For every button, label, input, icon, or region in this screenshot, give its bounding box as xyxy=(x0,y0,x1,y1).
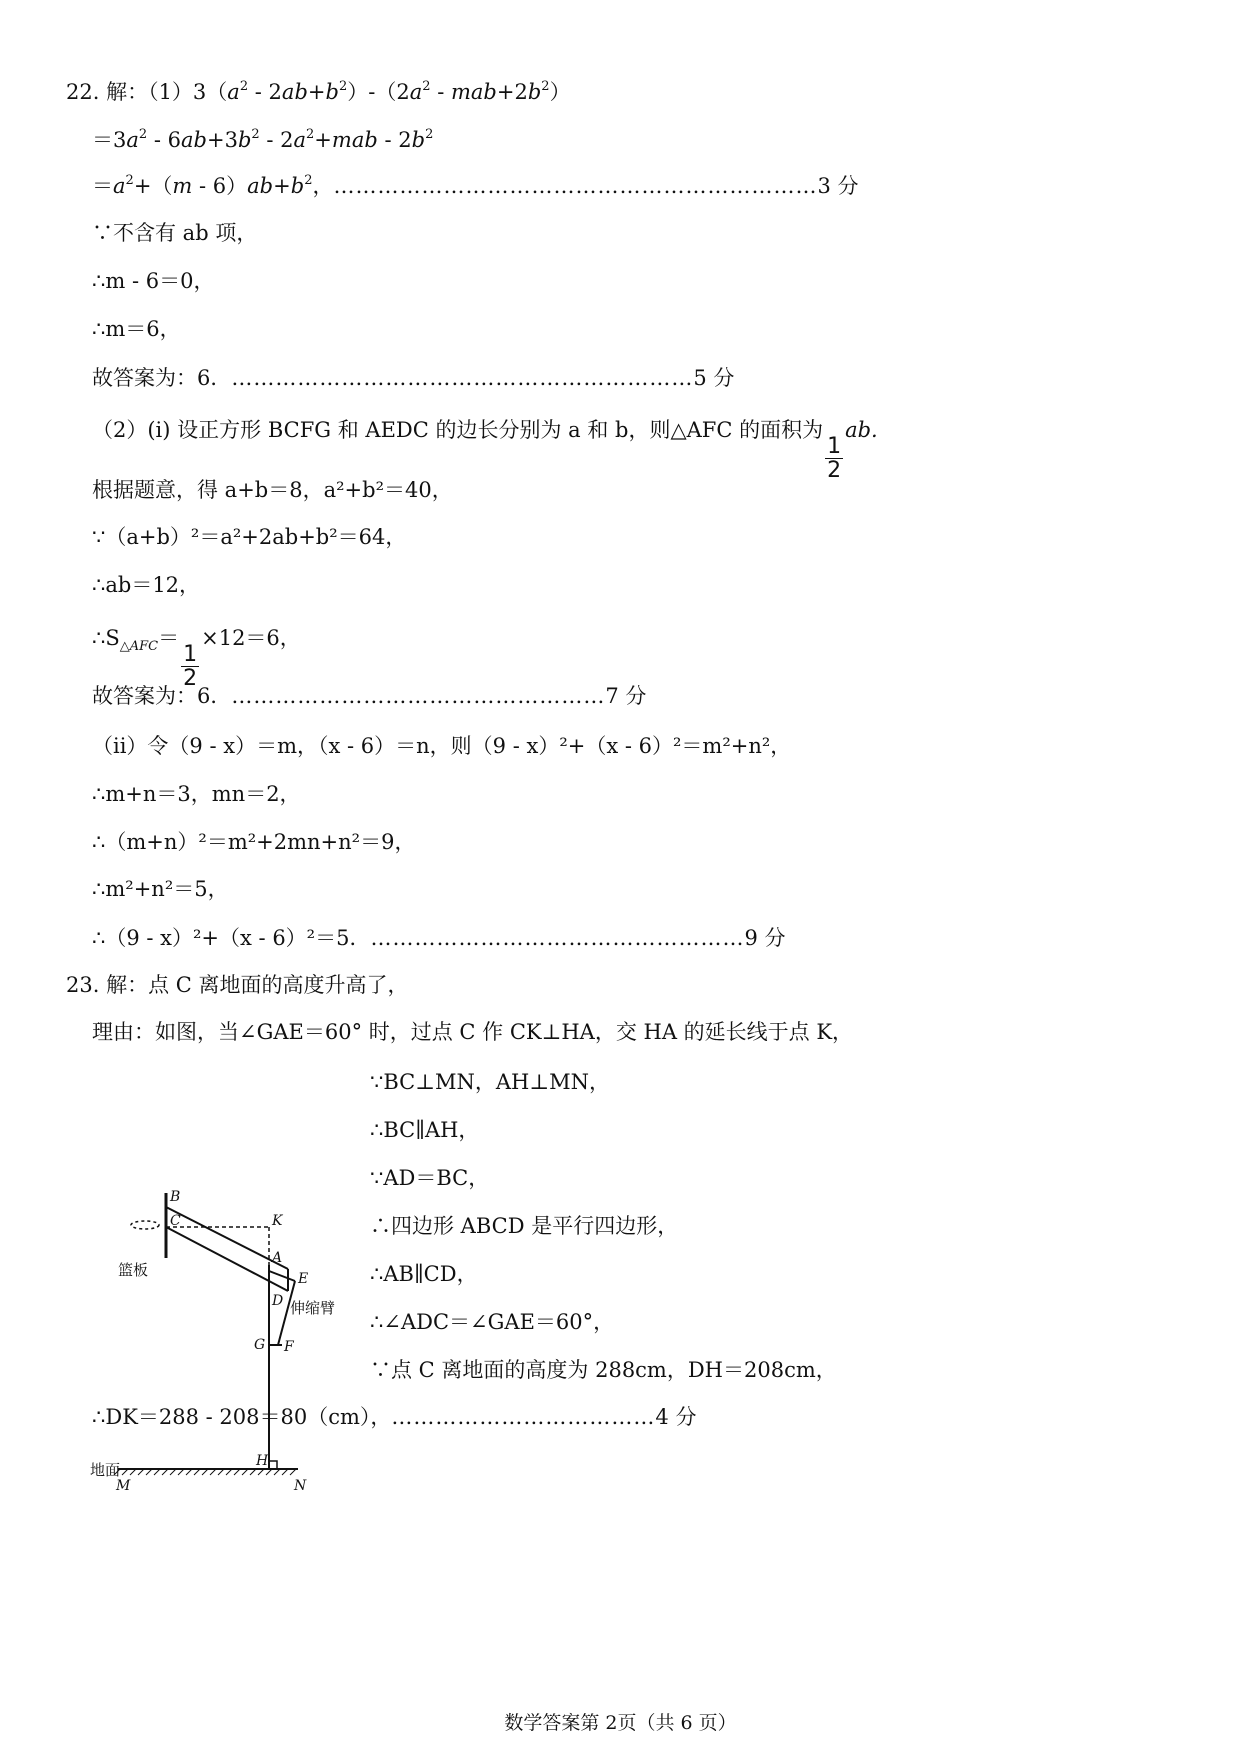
q23-score-4: 4 分 xyxy=(655,1405,697,1429)
q22-since-square: ∵（a+b）²＝a²+2ab+b²＝64， xyxy=(92,525,407,549)
q22-line-4: ∵不含有 ab 项， xyxy=(92,221,258,245)
basketball-stand-figure xyxy=(88,1185,368,1525)
label-ground: 地面 xyxy=(90,1461,121,1479)
fraction-half: $\frac{1}{2}$ xyxy=(827,434,842,483)
right-angle-H xyxy=(269,1461,277,1469)
q23-head: 23. 解：点 C 离地面的高度升高了， xyxy=(66,973,409,997)
q22-line-2: $=3a^2 - 6ab+3b^2 - 2a^2+mab - 2b^2$ xyxy=(92,127,434,152)
page-footer: 数学答案第 2页（共 6 页） xyxy=(504,1712,737,1734)
label-H: H xyxy=(256,1453,269,1469)
q22-score-9: 9 分 xyxy=(744,926,786,950)
q23-step-5: ∴AB∥CD， xyxy=(370,1262,478,1286)
q23-step-6: ∴∠ADC＝∠GAE＝60°， xyxy=(370,1310,615,1334)
q22-score-7: 7 分 xyxy=(605,684,647,708)
label-M: M xyxy=(116,1478,131,1494)
q22-part2-line: （2）(i) 设正方形 BCFG 和 AEDC 的边长分别为 a 和 b，则△AFC 的面积为 $\frac{1}{2}$ ab. xyxy=(92,418,878,483)
fraction-half-2: $\frac{1}{2}$ xyxy=(183,642,198,691)
hoop xyxy=(131,1221,159,1229)
q23-step-7: ∵点 C 离地面的高度为 288cm，DH＝208cm， xyxy=(370,1358,837,1382)
label-N: N xyxy=(294,1478,307,1494)
q22-given: 根据题意，得 a+b＝8，a²+b²＝40， xyxy=(92,478,453,502)
label-F: F xyxy=(284,1339,294,1355)
q22-line-1: 22. 解：$(1)3(a^2 - 2ab+b^2)-(2a^2 - mab+2b^2)$ xyxy=(66,79,571,104)
label-B: B xyxy=(170,1189,181,1205)
arm-AE xyxy=(269,1271,295,1281)
q22-part3: （ii）令（9 - x）＝m，（x - 6）＝n，则（9 - x）²+（x - 6）²＝m²+n²， xyxy=(92,734,792,758)
label-G: G xyxy=(254,1337,266,1353)
q22-sum-sq: ∴m²+n²＝5， xyxy=(92,877,229,901)
q22-score-5: 5 分 xyxy=(693,366,735,390)
label-K: K xyxy=(272,1213,283,1229)
q22-line-5: ∴m - 6＝0， xyxy=(92,269,215,293)
label-A: A xyxy=(272,1250,283,1266)
q23-step-2: ∴BC∥AH， xyxy=(370,1118,480,1142)
q23-step-3: ∵AD＝BC， xyxy=(370,1166,490,1190)
q22-ab12: ∴ab＝12， xyxy=(92,573,201,597)
q22-answer-2: 故答案为：6．……………………………………………7 分 xyxy=(92,684,647,708)
q22-sq-line: ∴（m+n）²＝m²+2mn+n²＝9， xyxy=(92,830,416,854)
q22-line-6: ∴m＝6， xyxy=(92,317,181,341)
q23-step-4: ∴四边形 ABCD 是平行四边形， xyxy=(370,1214,679,1238)
q22-answer-1: 故答案为：6．………………………………………………………5 分 xyxy=(92,366,735,390)
q23-reason: 理由：如图，当∠GAE＝60° 时，过点 C 作 CK⊥HA，交 HA 的延长线于点 K， xyxy=(92,1020,854,1044)
label-E: E xyxy=(298,1271,309,1287)
label-D: D xyxy=(272,1293,284,1309)
q23-step-8: ∴DK＝288 - 208＝80（cm），………………………………4 分 xyxy=(92,1405,697,1429)
label-telescopic-arm: 伸缩臂 xyxy=(290,1299,336,1317)
q22-mn-line: ∴m+n＝3，mn＝2， xyxy=(92,782,301,806)
label-C: C xyxy=(170,1213,181,1229)
q22-final: ∴（9 - x）²+（x - 6）²＝5．……………………………………………9 分 xyxy=(92,926,786,950)
q22-line-3: $=a^2+(m - 6)ab+b^2$，…………………………………………………………3 分 xyxy=(92,173,859,198)
q22-score-3: 3 分 xyxy=(817,174,859,198)
label-board: 篮板 xyxy=(118,1261,149,1279)
q23-step-1: ∵BC⊥MN，AH⊥MN， xyxy=(370,1070,610,1094)
q22-area-line: $\therefore S_{\triangle AFC}=$ $\frac{1}{2}$ ×12＝6， xyxy=(92,626,301,691)
